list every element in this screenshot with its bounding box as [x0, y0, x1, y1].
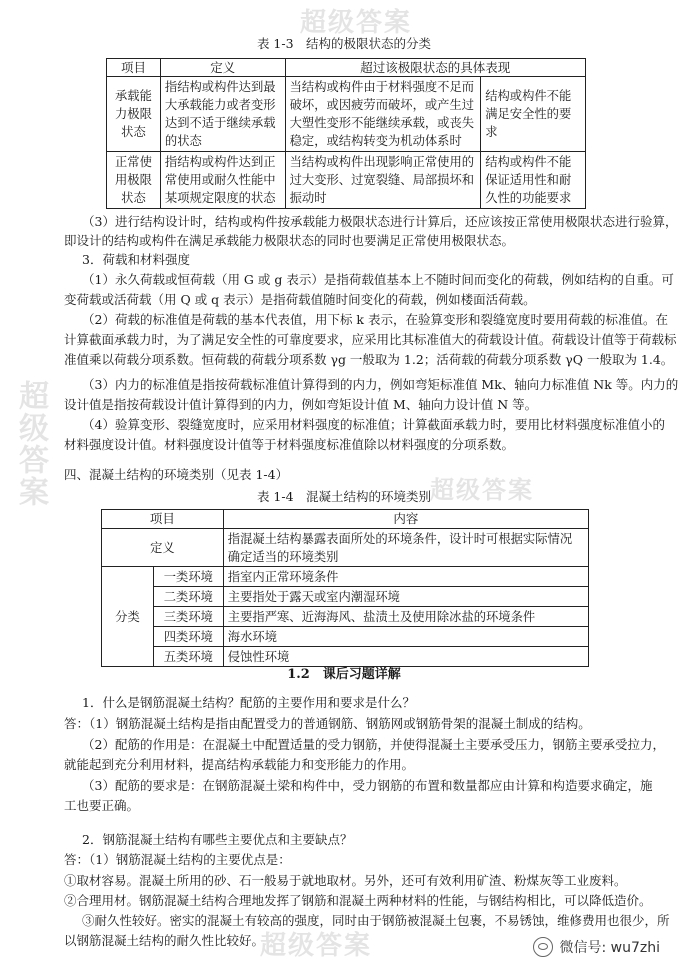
table14-category-desc: 主要指严寒、近海海风、盐渍土及使用除冰盐的环境条件	[223, 607, 588, 627]
question: 1．什么是钢筋混凝土结构？配筋的主要作用和要求是什么？	[82, 695, 415, 710]
answer: ①取材容易。混凝土所用的砂、石一般易于就地取材。另外，还可有效利用矿渣、粉煤灰等工业废料。	[64, 873, 627, 888]
paragraph: 设计值是指按荷载设计值计算得到的内力，例如弯矩设计值 M、轴向力设计值 N 等。	[64, 397, 538, 412]
table13-row2-behavior: 当结构或构件出现影响正常使用的过大变形、过宽裂缝、局部损坏和振动时	[285, 152, 481, 209]
table14-definition-text: 指混凝土结构暴露表面所处的环境条件，设计时可根据实际情况确定适当的环境类别	[223, 529, 588, 567]
table14-category-desc: 指室内正常环境条件	[223, 567, 588, 587]
table13-row1-definition: 指结构或构件达到最大承载能力或者变形达到不适于继续承载的状态	[160, 77, 285, 152]
table-limit-states	[106, 58, 586, 209]
section-heading: 四、混凝土结构的环境类别（见表 1-4）	[64, 467, 289, 482]
paragraph: 变荷载或活荷载（用 Q 或 q 表示）是指荷载值随时间变化的荷载，例如楼面活荷载。	[64, 292, 536, 307]
answer: 答：（1）钢筋混凝土结构的主要优点是：	[64, 852, 291, 867]
paragraph: （2）荷载的标准值是荷载的基本代表值，用下标 k 表示，在验算变形和裂缝宽度时要用荷载的标准值。在	[82, 312, 668, 327]
answer: （2）配筋的作用是：在混凝土中配置适量的受力钢筋，并使得混凝土主要承受压力，钢筋主要承受拉力，	[82, 737, 665, 752]
table14-category-desc: 主要指处于露天或室内潮湿环境	[223, 587, 588, 607]
answer: 工也要正确。	[64, 798, 140, 813]
section-heading-1-2: 1.2 课后习题详解	[287, 667, 401, 682]
question: 2．钢筋混凝土结构有哪些主要优点和主要缺点？	[82, 832, 353, 847]
table14-category-label: 分类	[102, 567, 154, 667]
answer: 以钢筋混凝土结构的耐久性比较好。	[64, 933, 265, 948]
answer: 答：（1）钢筋混凝土结构是指由配置受力的普通钢筋、钢筋网或钢筋骨架的混凝土制成的结构。	[64, 716, 591, 731]
table-environment-categories	[101, 509, 589, 667]
table14-category-name: 五类环境	[153, 647, 223, 667]
table13-row1-behavior: 当结构或构件由于材料强度不足而破坏，或因疲劳而破坏，或产生过大塑性变形不能继续承载，或丧失稳定，或结构转变为机动体系时	[285, 77, 481, 152]
table13-header-definition: 定义	[160, 59, 285, 77]
table13-header-item: 项目	[107, 59, 161, 77]
table14-category-desc: 侵蚀性环境	[223, 647, 588, 667]
table14-caption: 表 1-4 混凝土结构的环境类别	[256, 489, 432, 504]
table14-category-desc: 海水环境	[223, 627, 588, 647]
wechat-icon	[533, 937, 553, 957]
answer: 就能起到充分利用材料，提高结构承载能力和变形能力的作用。	[64, 757, 415, 772]
table13-row2-definition: 指结构或构件达到正常使用或耐久性能中某项规定限度的状态	[160, 152, 285, 209]
table14-category-name: 二类环境	[153, 587, 223, 607]
table14-header-item: 项目	[102, 510, 224, 529]
table14-category-name: 一类环境	[153, 567, 223, 587]
wechat-id: 微信号: wu7zhi	[559, 940, 660, 956]
paragraph: 材料强度设计值。材料强度设计值等于材料强度标准值除以材料强度的分项系数。	[64, 437, 515, 452]
wechat-badge	[533, 937, 660, 957]
subsection-heading: 3．荷载和材料强度	[82, 252, 190, 267]
table14-category-name: 四类环境	[153, 627, 223, 647]
table13-caption: 表 1-3 结构的极限状态的分类	[256, 36, 432, 51]
paragraph: 即设计的结构或构件在满足承载能力极限状态的同时也要满足正常使用极限状态。	[64, 233, 515, 248]
paragraph: 计算截面承载力时，为了满足安全性的可靠度要求，应采用比其标准值大的荷载设计值。荷载设计值等于荷载标	[64, 332, 677, 347]
table13-row2-result: 结构或构件不能保证适用性和耐久性的功能要求	[481, 152, 586, 209]
answer: ③耐久性较好。密实的混凝土有较高的强度，同时由于钢筋被混凝土包裹，不易锈蚀，维修费用也很少，所	[82, 913, 670, 928]
paragraph: （4）验算变形、裂缝宽度时，应采用材料强度的标准值；计算截面承载力时，要用比材料强度标准值小的	[82, 417, 665, 432]
paragraph: 准值乘以荷载分项系数。恒荷载的荷载分项系数 γg 一般取为 1.2；活荷载的荷载分项系数 γQ 一般取为 1.4。	[64, 352, 674, 367]
table14-definition-label: 定义	[102, 529, 224, 567]
table13-row1-result: 结构或构件不能满足安全性的要求	[481, 77, 586, 152]
paragraph: （3）内力的标准值是指按荷载标准值计算得到的内力，例如弯矩标准值 Mk、轴向力标准值 Nk 等。内力的	[82, 377, 679, 392]
table13-header-behavior: 超过该极限状态的具体表现	[285, 59, 585, 77]
table13-row1-item: 承载能力极限状态	[107, 77, 161, 152]
paragraph: （3）进行结构设计时，结构或构件按承载能力极限状态进行计算后，还应该按正常使用极限状态进行验算，	[82, 214, 678, 229]
answer: （3）配筋的要求是：在钢筋混凝土梁和构件中，受力钢筋的布置和数量都应由计算和构造要求确定，施	[82, 778, 653, 793]
answer: ②合理用材。钢筋混凝土结构合理地发挥了钢筋和混凝土两种材料的性能，与钢结构相比，可以降低造价。	[64, 893, 652, 908]
watermark-top: 超级答案	[300, 8, 413, 38]
watermark-side: 超级答案	[13, 380, 48, 508]
table14-header-content: 内容	[223, 510, 588, 529]
paragraph: （1）永久荷载或恒荷载（用 G 或 g 表示）是指荷载值基本上不随时间而变化的荷载，例如结构的自重。可	[82, 272, 674, 287]
table13-row2-item: 正常使用极限状态	[107, 152, 161, 209]
table14-category-name: 三类环境	[153, 607, 223, 627]
watermark-middle: 超级答案	[430, 476, 534, 504]
watermark-bottom: 超级答案	[260, 931, 373, 961]
